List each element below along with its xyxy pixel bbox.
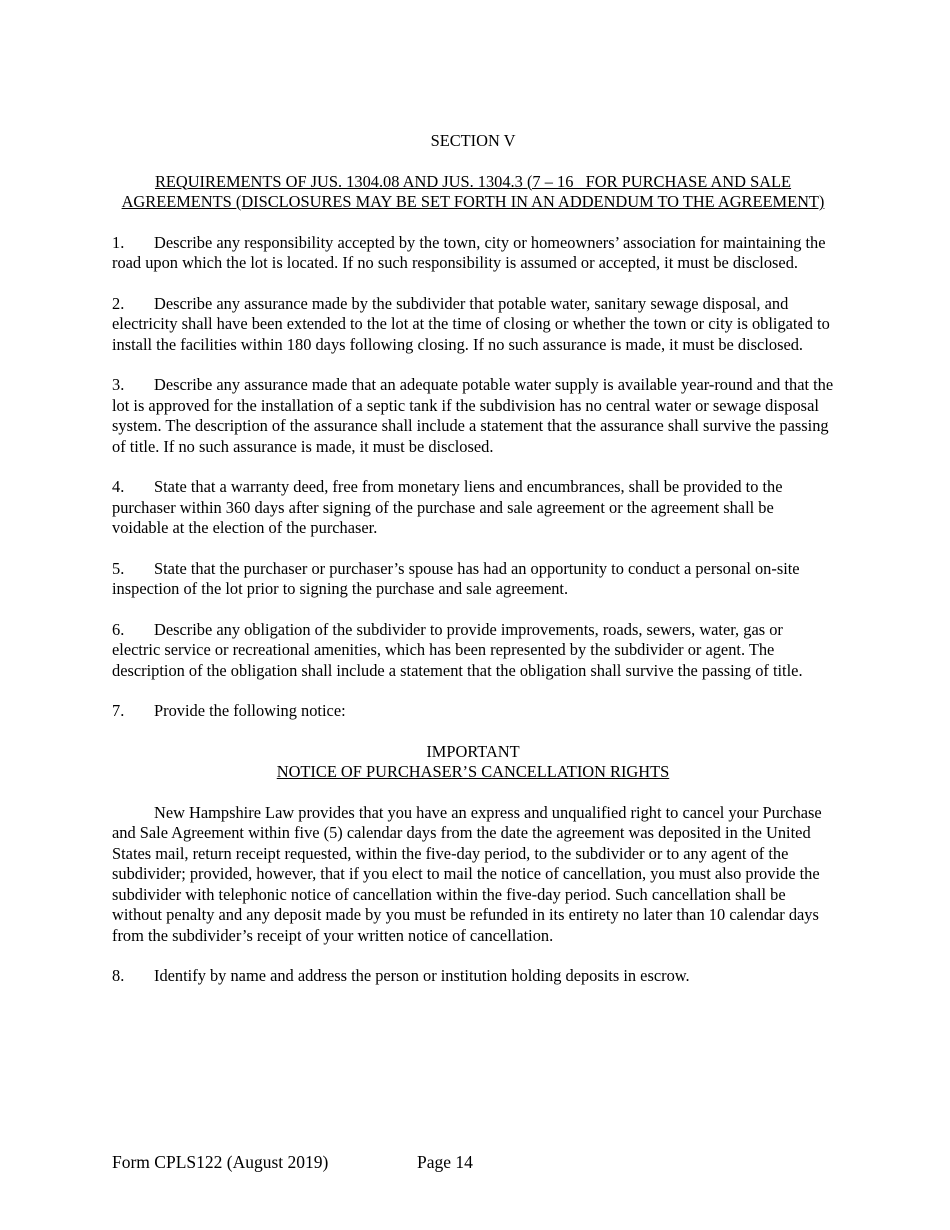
item-text: Describe any assurance made by the subdivider that potable water, sanitary sewage disposal, and electricity shall have been extended to the lot at the time of closing or whether the town or city is obligated to install the facilities within 180 days following closing. If no such assurance is made, it must be disclosed. [112,293,830,354]
item-text: Describe any obligation of the subdivider to provide improvements, roads, sewers, water, gas or electric service or recreational amenities, which has been represented by the subdivider or agent. The description of the obligation shall include a statement that the obligation shall survive the passing of title. [112,619,803,680]
item-number: 6. [112,619,125,639]
item-text: Identify by name and address the person or institution holding deposits in escrow. [154,966,690,985]
list-item [112,294,834,356]
item-number: 5. [112,558,125,578]
list-item [112,620,834,682]
page-footer [112,1151,834,1173]
item-text: State that a warranty deed, free from monetary liens and encumbrances, shall be provided to the purchaser within 360 days after signing of the purchase and sale agreement or the agreement shall be voidable at the election of the purchaser. [112,477,783,537]
list-item [112,375,834,457]
section-title: SECTION V [430,131,516,150]
notice-heading: IMPORTANT [426,741,520,761]
item-number: 3. [112,375,125,394]
item-number: 4. [112,477,125,496]
notice-subheading: NOTICE OF PURCHASER’S CANCELLATION RIGHTS [276,762,670,781]
item-text: Provide the following notice: [154,701,346,720]
item-number: 8. [112,966,125,985]
list-item [112,233,834,274]
list-item [112,966,834,987]
item-number: 2. [112,293,125,313]
notice-body: New Hampshire Law provides that you have an express and unqualified right to cancel your Purchase and Sale Agreement within five (5) calendar days from the date the agreement was deposited in the United States mail, return receipt requested, within the five-day period, to the subdivider or to any agent of the subdivider; provided, however, that if you elect to mail the notice of cancellation, you must also provide the subdivider with telephonic notice of cancellation within the five-day period. Such cancellation shall be without penalty and any deposit made by you must be refunded in its entirety no later than 10 calendar days from the subdivider’s receipt of your written notice of cancellation. [112,802,822,945]
notice-heading-block [112,742,834,783]
list-item [112,477,834,539]
item-number: 1. [112,232,125,252]
form-id: Form CPLS122 (August 2019) [112,1152,329,1172]
item-text: State that the purchaser or purchaser’s spouse has had an opportunity to conduct a personal on-site inspection of the lot prior to signing the purchase and sale agreement. [112,558,800,598]
item-number: 7. [112,701,125,720]
item-text: Describe any responsibility accepted by the town, city or homeowners’ association for maintaining the road upon which the lot is located. If no such responsibility is assumed or accepted, it must be disclosed. [112,232,826,272]
list-item [112,559,834,600]
document-page [112,131,834,1007]
item-text: Describe any assurance made that an adequate potable water supply is available year-round and that the lot is approved for the installation of a septic tank if the subdivision has no central water or sewage disposal system. The description of the assurance shall include a statement that the assurance shall survive the passing of title. If no such assurance is made, it must be disclosed. [112,375,834,456]
page-number: Page 14 [417,1152,473,1172]
list-item [112,701,834,722]
section-subtitle: REQUIREMENTS OF JUS. 1304.08 AND JUS. 1304.3 (7 – 16_ FOR PURCHASE AND SALE AGREEMENTS (DISCLOSURES MAY BE SET FORTH IN AN ADDENDUM TO THE AGREEMENT) [121,171,825,211]
